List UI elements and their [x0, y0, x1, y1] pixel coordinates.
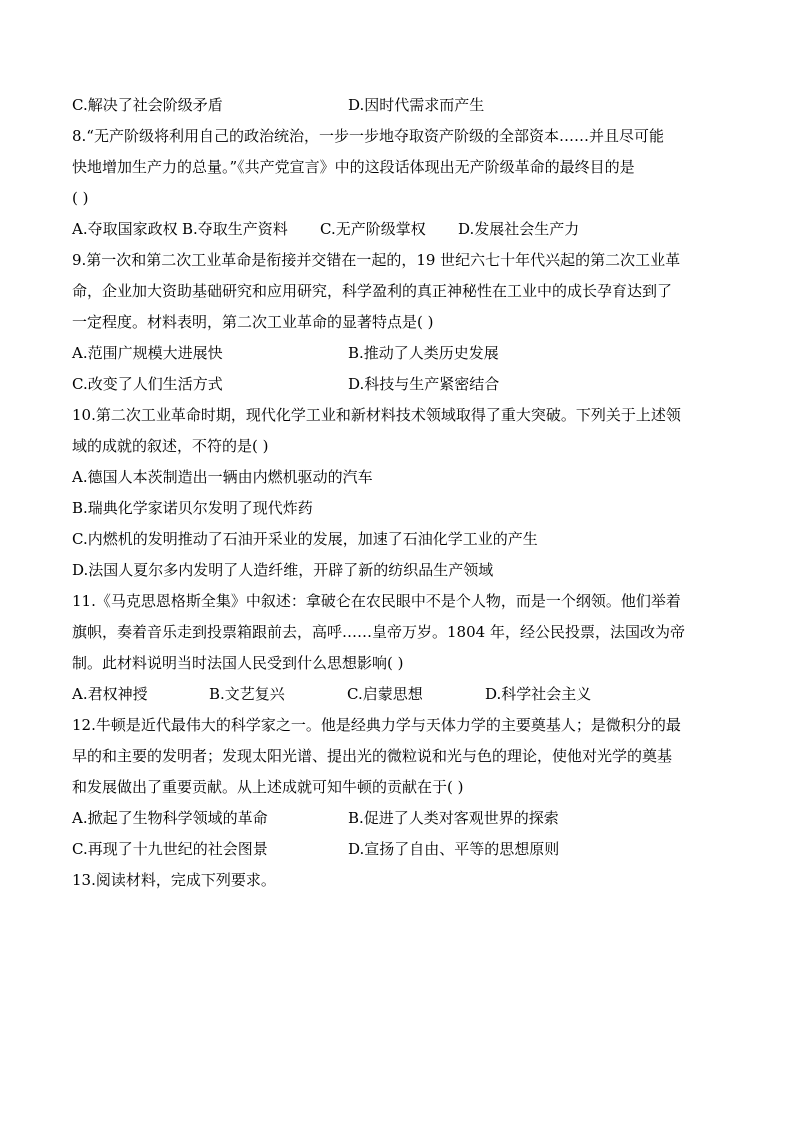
- option-d: D.科学社会主义: [485, 685, 592, 703]
- q10-option-d: D.法国人夏尔多内发明了人造纤维，开辟了新的纺织品生产领域: [72, 561, 494, 579]
- q12-stem-line-3: 和发展做出了重要贡献。从上述成就可知牛顿的贡献在于( ): [72, 778, 464, 796]
- q9-stem-line-3: 一定程度。材料表明，第二次工业革命的显著特点是( ): [72, 313, 434, 331]
- option-a: A.范围广规模大进展快: [72, 344, 223, 362]
- q12-options-ab: [72, 803, 732, 834]
- option-a: A.君权神授: [72, 685, 148, 703]
- option-c: C.改变了人们生活方式: [72, 375, 223, 393]
- option-c: C.无产阶级掌权: [320, 220, 426, 238]
- q13-stem: 13.阅读材料，完成下列要求。: [72, 871, 276, 889]
- option-d: D.宣扬了自由、平等的思想原则: [348, 840, 560, 858]
- q12-stem-line-1: 12.牛顿是近代最伟大的科学家之一。他是经典力学与天体力学的主要奠基人；是微积分的最: [72, 716, 681, 734]
- option-c: C.解决了社会阶级矛盾: [72, 96, 223, 114]
- q8-options: [72, 214, 732, 245]
- option-c: C.再现了十九世纪的社会图景: [72, 840, 268, 858]
- q12-options-cd: [72, 834, 732, 865]
- option-b: B.文艺复兴: [209, 685, 285, 703]
- q9-options-ab: [72, 338, 732, 369]
- q8-answer-blank: ( ): [72, 189, 89, 207]
- option-a: A.夺取国家政权: [72, 220, 178, 238]
- q8-stem-line-1: 8.“无产阶级将利用自己的政治统治，一步一步地夺取资产阶级的全部资本……并且尽可能: [72, 127, 664, 145]
- q12-stem-line-2: 早的和主要的发明者；发现太阳光谱、提出光的微粒说和光与色的理论，使他对光学的奠基: [72, 747, 673, 765]
- option-d: D.发展社会生产力: [458, 220, 580, 238]
- q10-option-a: A.德国人本茨制造出一辆由内燃机驱动的汽车: [72, 468, 373, 486]
- q10-option-c: C.内燃机的发明推动了石油开采业的发展，加速了石油化学工业的产生: [72, 530, 538, 548]
- q10-stem-line-1: 10.第二次工业革命时期，现代化学工业和新材料技术领域取得了重大突破。下列关于上述领: [72, 406, 681, 424]
- q11-stem-line-2: 旗帜，奏着音乐走到投票箱跟前去，高呼……皇帝万岁。1804 年，经公民投票，法国改为帝: [72, 623, 685, 641]
- option-d: D.科技与生产紧密结合: [348, 375, 500, 393]
- q9-stem-line-1: 9.第一次和第二次工业革命是衔接并交错在一起的，19 世纪六七十年代兴起的第二次工业革: [72, 251, 681, 269]
- q10-option-b: B.瑞典化学家诺贝尔发明了现代炸药: [72, 499, 313, 517]
- q7-options-cd: [72, 90, 732, 121]
- option-b: B.促进了人类对客观世界的探索: [348, 809, 559, 827]
- q11-stem-line-1: 11.《马克思恩格斯全集》中叙述：拿破仑在农民眼中不是个人物，而是一个纲领。他们举着: [72, 592, 681, 610]
- option-b: B.推动了人类历史发展: [348, 344, 499, 362]
- option-a: A.掀起了生物科学领域的革命: [72, 809, 268, 827]
- option-c: C.启蒙思想: [347, 685, 423, 703]
- option-b: B.夺取生产资料: [182, 220, 288, 238]
- q8-stem-line-2: 快地增加生产力的总量。”《共产党宣言》中的这段话体现出无产阶级革命的最终目的是: [72, 158, 635, 176]
- document-page: [72, 90, 732, 896]
- q11-stem-line-3: 制。此材料说明当时法国人民受到什么思想影响( ): [72, 654, 404, 672]
- q10-stem-line-2: 域的成就的叙述，不符的是( ): [72, 437, 269, 455]
- q9-stem-line-2: 命，企业加大资助基础研究和应用研究，科学盈利的真正神秘性在工业中的成长孕育达到了: [72, 282, 673, 300]
- q11-options: [72, 679, 732, 710]
- q9-options-cd: [72, 369, 732, 400]
- option-d: D.因时代需求而产生: [348, 96, 485, 114]
